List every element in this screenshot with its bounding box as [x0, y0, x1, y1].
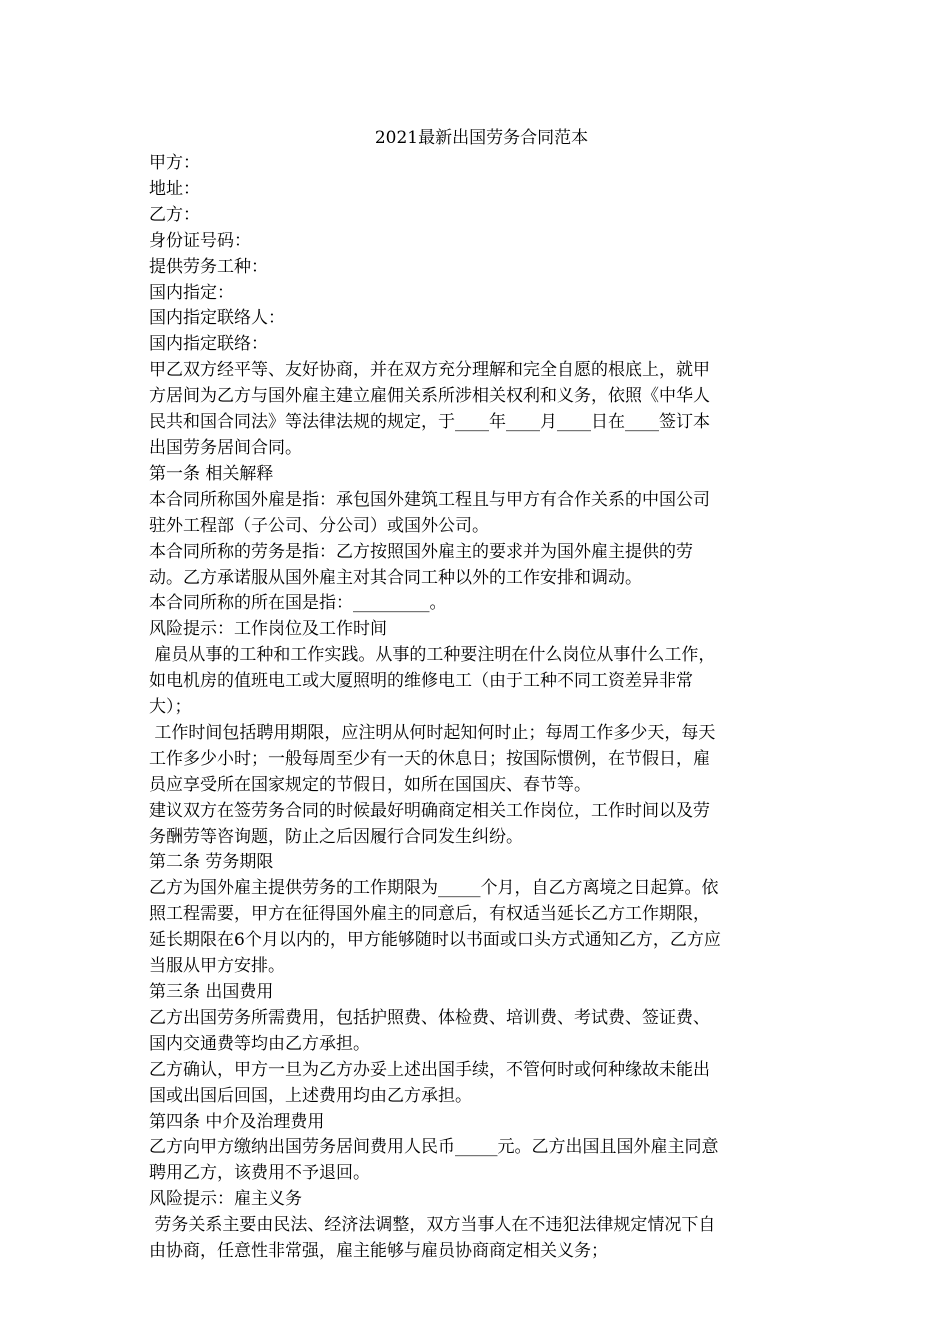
text-line: 员应享受所在国家规定的节假日，如所在国国庆、春节等。	[149, 774, 591, 795]
text-line: 照工程需要，甲方在征得国外雇主的同意后，有权适当延长乙方工作期限，	[149, 904, 710, 925]
document-page	[149, 126, 814, 1265]
text-line: 地址：	[149, 178, 200, 199]
text-line: 甲乙双方经平等、友好协商，并在双方充分理解和完全自愿的根底上，就甲	[149, 360, 710, 381]
text-line: 乙方：	[149, 204, 200, 225]
text-line: 第三条 出国费用	[149, 982, 274, 1002]
text-line: 出国劳务居间合同。	[149, 437, 302, 458]
text-line: 第一条 相关解释	[149, 463, 274, 484]
text-line: 当服从甲方安排。	[149, 956, 285, 977]
text-line: 甲方：	[149, 153, 200, 173]
text-line: 雇员从事的工种和工作实践。从事的工种要注明在什么岗位从事什么工作，	[149, 645, 716, 666]
text-line: 乙方向甲方缴纳出国劳务居间费用人民币_____元。乙方出国且国外雇主同意	[149, 1137, 719, 1158]
text-line: 务酬劳等咨询题，防止之后因履行合同发生纠纷。	[149, 826, 523, 847]
text-line: 提供劳务工种：	[149, 256, 268, 277]
text-line: 工作时间包括聘用期限，应注明从何时起知何时止；每周工作多少天，每天	[149, 722, 716, 743]
text-line: 本合同所称的劳务是指：乙方按照国外雇主的要求并为国外雇主提供的劳	[149, 541, 693, 562]
text-line: 劳务关系主要由民法、经济法调整，双方当事人在不违犯法律规定情况下自	[149, 1215, 716, 1236]
text-line: 乙方为国外雇主提供劳务的工作期限为_____个月，自乙方离境之日起算。依	[149, 878, 719, 899]
text-line: 本合同所称国外雇是指：承包国外建筑工程且与甲方有合作关系的中国公司	[149, 489, 710, 510]
text-line: 由协商，任意性非常强，雇主能够与雇员协商商定相关义务；	[149, 1241, 608, 1262]
text-line: 建议双方在签劳务合同的时候最好明确商定相关工作岗位，工作时间以及劳	[149, 800, 710, 821]
text-line: 延长期限在6个月以内的，甲方能够随时以书面或口头方式通知乙方，乙方应	[149, 930, 721, 951]
text-line: 风险提示：雇主义务	[149, 1189, 302, 1210]
text-line: 第二条 劳务期限	[149, 852, 274, 873]
text-line: 国内指定联络人：	[149, 308, 285, 329]
text-line: 国内指定：	[149, 282, 234, 303]
text-line: 方居间为乙方与国外雇主建立雇佣关系所涉相关权利和义务，依照《中华人	[149, 386, 710, 407]
text-line: 民共和国合同法》等法律法规的规定，于____年____月____日在____签订本	[149, 412, 710, 433]
text-line: 动。乙方承诺服从国外雇主对其合同工种以外的工作安排和调动。	[149, 567, 642, 588]
text-line: 国或出国后回国，上述费用均由乙方承担。	[149, 1085, 472, 1106]
text-line: 风险提示：工作岗位及工作时间	[149, 619, 387, 640]
text-line: 如电机房的值班电工或大厦照明的维修电工（由于工种不同工资差异非常	[149, 671, 693, 692]
text-line: 大）；	[149, 697, 192, 718]
document-title: 2021最新出国劳务合同范本	[374, 128, 589, 148]
text-line: 驻外工程部（子公司、分公司）或国外公司。	[149, 515, 489, 536]
text-line: 国内指定联络：	[149, 334, 268, 355]
text-line: 乙方出国劳务所需费用，包括护照费、体检费、培训费、考试费、签证费、	[149, 1007, 710, 1028]
text-line: 身份证号码：	[149, 230, 251, 251]
text-line: 工作多少小时；一般每周至少有一天的休息日；按国际惯例，在节假日，雇	[149, 748, 710, 769]
text-line: 乙方确认，甲方一旦为乙方办妥上述出国手续，不管何时或何种缘故未能出	[149, 1059, 710, 1080]
text-line: 聘用乙方，该费用不予退回。	[149, 1163, 370, 1184]
text-line: 本合同所称的所在国是指：_________。	[149, 593, 447, 614]
text-line: 第四条 中介及治理费用	[149, 1111, 325, 1132]
document-body	[149, 151, 814, 1265]
text-line: 国内交通费等均由乙方承担。	[149, 1033, 370, 1054]
